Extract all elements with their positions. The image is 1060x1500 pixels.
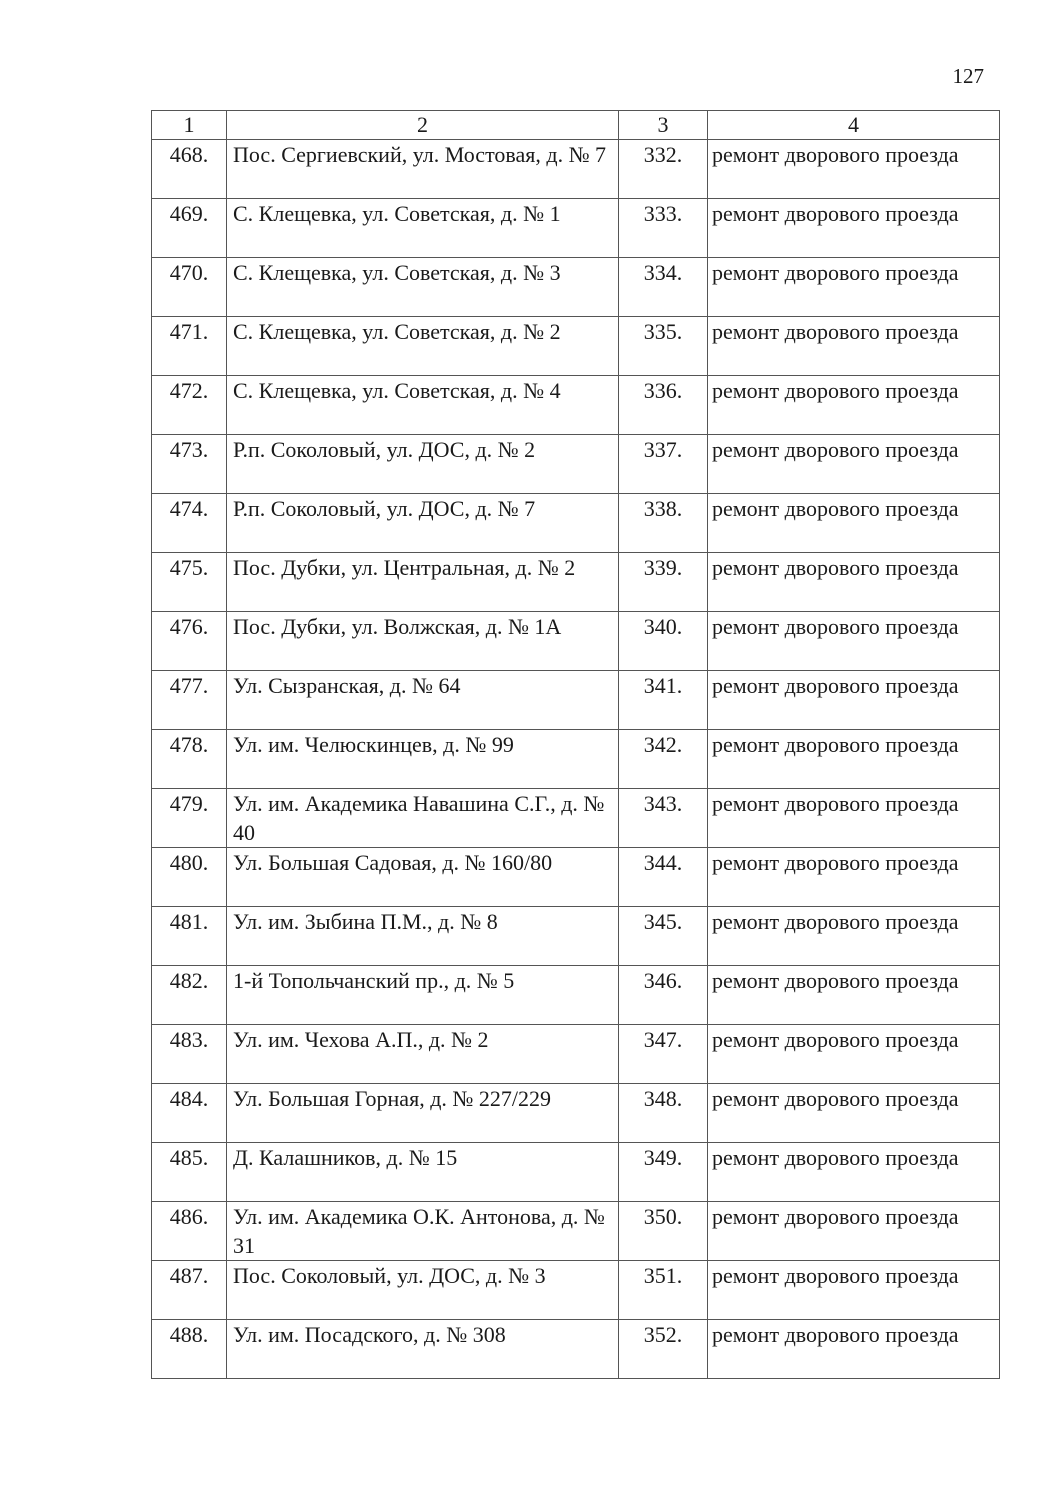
table-body bbox=[152, 140, 1000, 1379]
work-type-cell: ремонт дворового проезда bbox=[708, 435, 1000, 494]
table-row bbox=[152, 435, 1000, 494]
object-number-cell: 341. bbox=[619, 671, 708, 730]
row-number-cell: 481. bbox=[152, 907, 227, 966]
table-row bbox=[152, 494, 1000, 553]
address-table bbox=[151, 110, 1000, 1379]
address-cell: Д. Калашников, д. № 15 bbox=[227, 1143, 619, 1202]
row-number-cell: 479. bbox=[152, 789, 227, 848]
table-row bbox=[152, 671, 1000, 730]
object-number-cell: 344. bbox=[619, 848, 708, 907]
address-cell: Пос. Дубки, ул. Волжская, д. № 1А bbox=[227, 612, 619, 671]
address-cell: С. Клещевка, ул. Советская, д. № 2 bbox=[227, 317, 619, 376]
work-type-cell: ремонт дворового проезда bbox=[708, 494, 1000, 553]
work-type-cell: ремонт дворового проезда bbox=[708, 376, 1000, 435]
object-number-cell: 349. bbox=[619, 1143, 708, 1202]
table-row bbox=[152, 1261, 1000, 1320]
work-type-cell: ремонт дворового проезда bbox=[708, 1084, 1000, 1143]
address-cell: Ул. им. Чехова А.П., д. № 2 bbox=[227, 1025, 619, 1084]
object-number-cell: 346. bbox=[619, 966, 708, 1025]
row-number-cell: 473. bbox=[152, 435, 227, 494]
object-number-cell: 345. bbox=[619, 907, 708, 966]
table-row bbox=[152, 553, 1000, 612]
row-number-cell: 474. bbox=[152, 494, 227, 553]
object-number-cell: 337. bbox=[619, 435, 708, 494]
row-number-cell: 477. bbox=[152, 671, 227, 730]
address-cell: Ул. им. Зыбина П.М., д. № 8 bbox=[227, 907, 619, 966]
work-type-cell: ремонт дворового проезда bbox=[708, 1261, 1000, 1320]
row-number-cell: 484. bbox=[152, 1084, 227, 1143]
object-number-cell: 332. bbox=[619, 140, 708, 199]
table-row bbox=[152, 966, 1000, 1025]
column-header-2: 2 bbox=[227, 111, 619, 140]
work-type-cell: ремонт дворового проезда bbox=[708, 553, 1000, 612]
table-row bbox=[152, 1143, 1000, 1202]
table-row bbox=[152, 789, 1000, 848]
address-cell: Ул. Большая Горная, д. № 227/229 bbox=[227, 1084, 619, 1143]
address-cell: С. Клещевка, ул. Советская, д. № 1 bbox=[227, 199, 619, 258]
work-type-cell: ремонт дворового проезда bbox=[708, 612, 1000, 671]
row-number-cell: 468. bbox=[152, 140, 227, 199]
row-number-cell: 482. bbox=[152, 966, 227, 1025]
address-cell: Р.п. Соколовый, ул. ДОС, д. № 2 bbox=[227, 435, 619, 494]
table-row bbox=[152, 376, 1000, 435]
work-type-cell: ремонт дворового проезда bbox=[708, 966, 1000, 1025]
column-header-1: 1 bbox=[152, 111, 227, 140]
address-cell: Р.п. Соколовый, ул. ДОС, д. № 7 bbox=[227, 494, 619, 553]
address-cell: С. Клещевка, ул. Советская, д. № 4 bbox=[227, 376, 619, 435]
work-type-cell: ремонт дворового проезда bbox=[708, 258, 1000, 317]
object-number-cell: 343. bbox=[619, 789, 708, 848]
row-number-cell: 486. bbox=[152, 1202, 227, 1261]
work-type-cell: ремонт дворового проезда bbox=[708, 848, 1000, 907]
table-row bbox=[152, 258, 1000, 317]
work-type-cell: ремонт дворового проезда bbox=[708, 317, 1000, 376]
row-number-cell: 478. bbox=[152, 730, 227, 789]
object-number-cell: 347. bbox=[619, 1025, 708, 1084]
header-row bbox=[152, 111, 1000, 140]
address-cell: Ул. им. Академика Навашина С.Г., д. № 40 bbox=[227, 789, 619, 848]
row-number-cell: 487. bbox=[152, 1261, 227, 1320]
row-number-cell: 483. bbox=[152, 1025, 227, 1084]
table-row bbox=[152, 1084, 1000, 1143]
address-cell: С. Клещевка, ул. Советская, д. № 3 bbox=[227, 258, 619, 317]
object-number-cell: 335. bbox=[619, 317, 708, 376]
object-number-cell: 350. bbox=[619, 1202, 708, 1261]
row-number-cell: 470. bbox=[152, 258, 227, 317]
table-row bbox=[152, 907, 1000, 966]
row-number-cell: 476. bbox=[152, 612, 227, 671]
work-type-cell: ремонт дворового проезда bbox=[708, 671, 1000, 730]
work-type-cell: ремонт дворового проезда bbox=[708, 907, 1000, 966]
row-number-cell: 469. bbox=[152, 199, 227, 258]
address-cell: Пос. Сергиевский, ул. Мостовая, д. № 7 bbox=[227, 140, 619, 199]
object-number-cell: 339. bbox=[619, 553, 708, 612]
object-number-cell: 338. bbox=[619, 494, 708, 553]
row-number-cell: 480. bbox=[152, 848, 227, 907]
column-header-3: 3 bbox=[619, 111, 708, 140]
work-type-cell: ремонт дворового проезда bbox=[708, 199, 1000, 258]
object-number-cell: 336. bbox=[619, 376, 708, 435]
row-number-cell: 485. bbox=[152, 1143, 227, 1202]
work-type-cell: ремонт дворового проезда bbox=[708, 789, 1000, 848]
address-cell: Ул. Большая Садовая, д. № 160/80 bbox=[227, 848, 619, 907]
table-row bbox=[152, 612, 1000, 671]
table-row bbox=[152, 140, 1000, 199]
address-cell: Ул. Сызранская, д. № 64 bbox=[227, 671, 619, 730]
address-cell: Пос. Дубки, ул. Центральная, д. № 2 bbox=[227, 553, 619, 612]
object-number-cell: 342. bbox=[619, 730, 708, 789]
object-number-cell: 351. bbox=[619, 1261, 708, 1320]
address-cell: 1-й Топольчанский пр., д. № 5 bbox=[227, 966, 619, 1025]
table-header bbox=[152, 111, 1000, 140]
work-type-cell: ремонт дворового проезда bbox=[708, 1202, 1000, 1261]
table-row bbox=[152, 1202, 1000, 1261]
address-cell: Ул. им. Академика О.К. Антонова, д. № 31 bbox=[227, 1202, 619, 1261]
work-type-cell: ремонт дворового проезда bbox=[708, 1025, 1000, 1084]
table-row bbox=[152, 730, 1000, 789]
table-row bbox=[152, 199, 1000, 258]
table-row bbox=[152, 1320, 1000, 1379]
work-type-cell: ремонт дворового проезда bbox=[708, 1143, 1000, 1202]
object-number-cell: 352. bbox=[619, 1320, 708, 1379]
table-row bbox=[152, 317, 1000, 376]
row-number-cell: 472. bbox=[152, 376, 227, 435]
column-header-4: 4 bbox=[708, 111, 1000, 140]
page-number: 127 bbox=[952, 64, 984, 88]
object-number-cell: 333. bbox=[619, 199, 708, 258]
address-cell: Пос. Соколовый, ул. ДОС, д. № 3 bbox=[227, 1261, 619, 1320]
object-number-cell: 340. bbox=[619, 612, 708, 671]
row-number-cell: 471. bbox=[152, 317, 227, 376]
work-type-cell: ремонт дворового проезда bbox=[708, 730, 1000, 789]
table-row bbox=[152, 1025, 1000, 1084]
object-number-cell: 334. bbox=[619, 258, 708, 317]
row-number-cell: 488. bbox=[152, 1320, 227, 1379]
object-number-cell: 348. bbox=[619, 1084, 708, 1143]
address-cell: Ул. им. Посадского, д. № 308 bbox=[227, 1320, 619, 1379]
work-type-cell: ремонт дворового проезда bbox=[708, 140, 1000, 199]
work-type-cell: ремонт дворового проезда bbox=[708, 1320, 1000, 1379]
address-cell: Ул. им. Челюскинцев, д. № 99 bbox=[227, 730, 619, 789]
row-number-cell: 475. bbox=[152, 553, 227, 612]
table-row bbox=[152, 848, 1000, 907]
